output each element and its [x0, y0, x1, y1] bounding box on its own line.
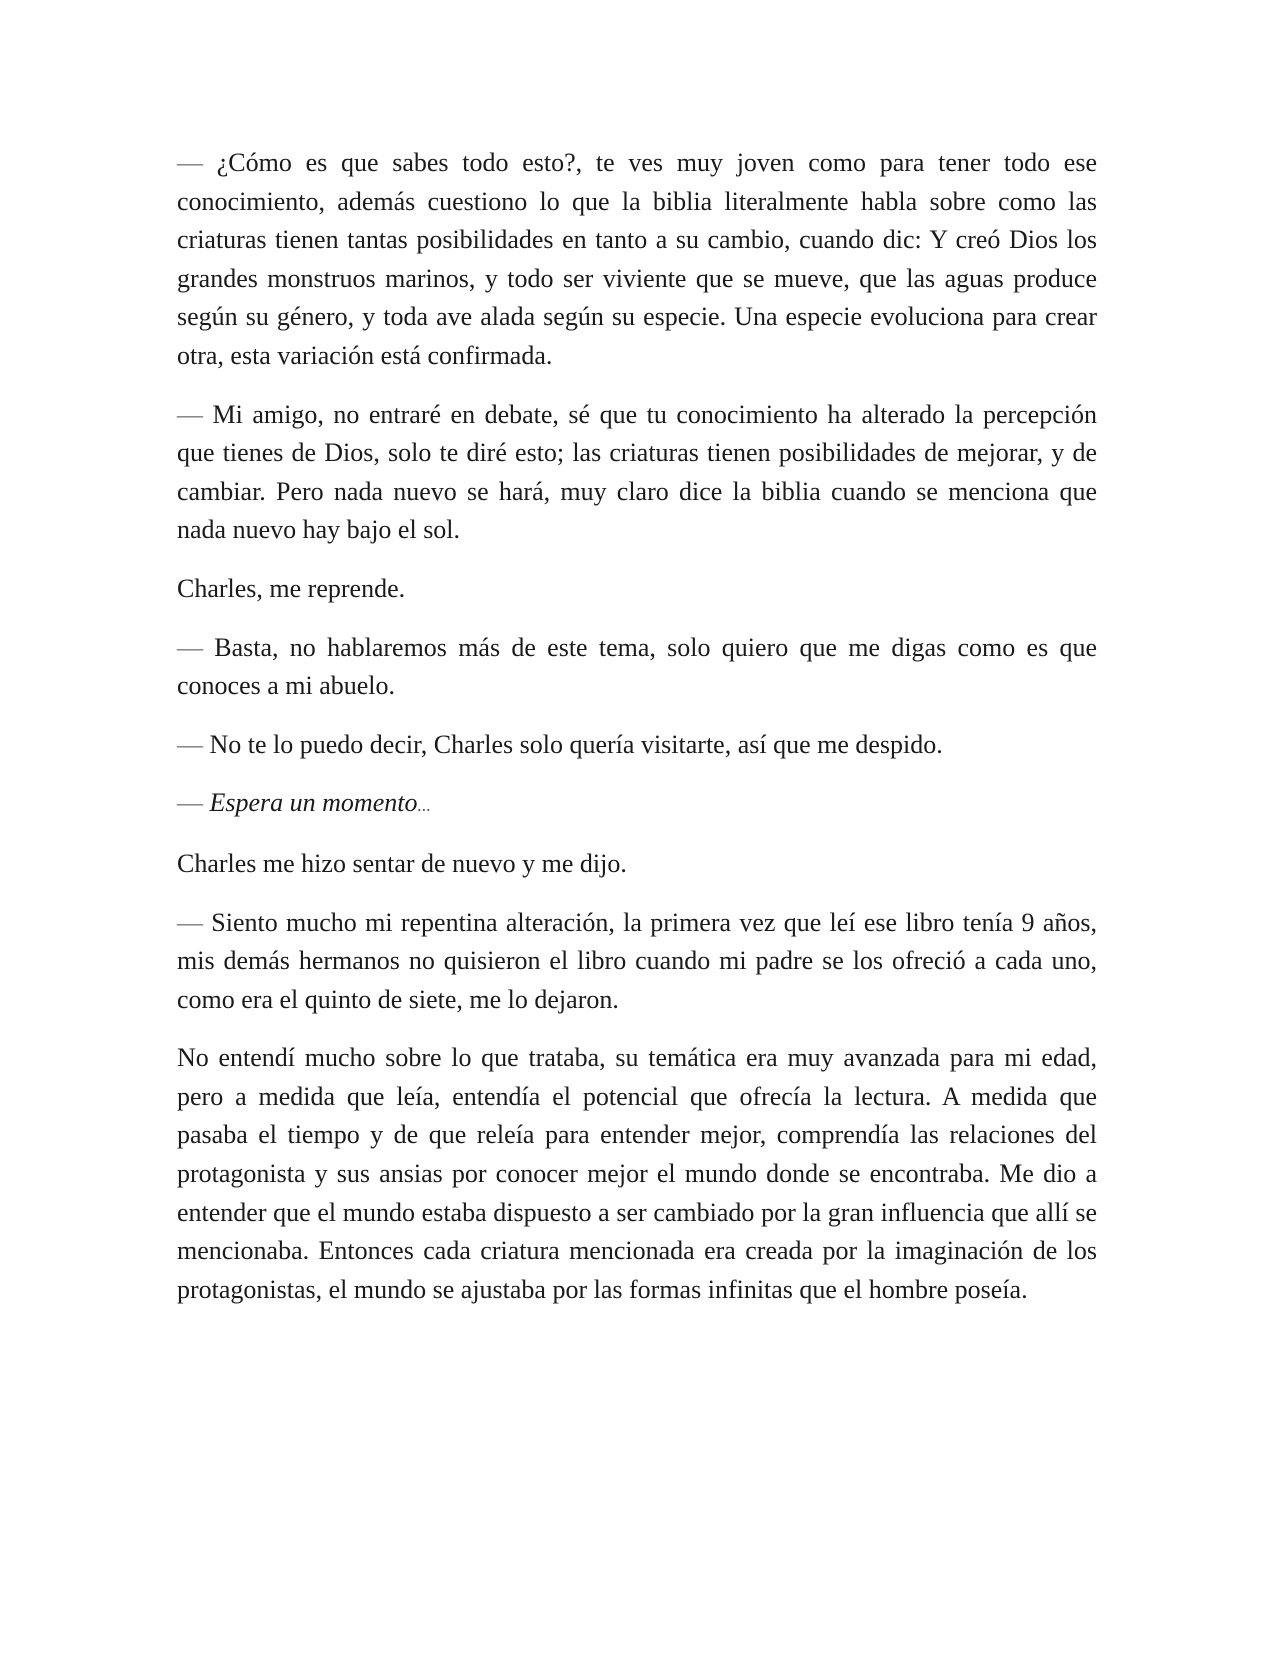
- paragraph-text: No entendí mucho sobre lo que trataba, su temática era muy avanzada para mi edad, pero a medida que leía, entendía el potencial que ofrecía la lectura. A medida que pasaba el tiempo y de que releía para entender mejor, comprendía las relaciones del protagonista y sus ansias por conocer mejor el mundo donde se encontraba. Me dio a entender que el mundo estaba dispuesto a ser cambiado por la gran influencia que allí se mencionaba. Entonces cada criatura mencionada era creada por la imaginación de los protagonistas, el mundo se ajustaba por las formas infinitas que el hombre poseía.: [177, 1043, 1097, 1304]
- paragraph-text: ¿Cómo es que sabes todo esto?, te ves muy joven como para tener todo ese conocimiento, además cuestiono lo que la biblia literalmente habla sobre como las criaturas tienen tantas posibilidades en tanto a su cambio, cuando dic: Y creó Dios los grandes monstruos marinos, y todo ser viviente que se mueve, que las aguas produce según su género, y toda ave alada según su especie. Una especie evoluciona para crear otra, esta variación está confirmada.: [177, 148, 1097, 370]
- paragraph-text: No te lo puedo decir, Charles solo quería visitarte, así que me despido.: [203, 729, 943, 759]
- text-body: [177, 144, 1097, 1329]
- paragraph-text: Charles me hizo sentar de nuevo y me dijo.: [177, 848, 627, 878]
- dialogue-dash: —: [177, 788, 203, 818]
- paragraph-1: [177, 144, 1097, 376]
- paragraph-5: [177, 726, 1097, 765]
- dialogue-dash: —: [177, 729, 203, 759]
- ellipsis: ...: [417, 795, 431, 816]
- dialogue-dash: —: [177, 907, 203, 937]
- paragraph-4: [177, 629, 1097, 706]
- paragraph-2: [177, 396, 1097, 550]
- dialogue-dash: —: [177, 399, 203, 429]
- paragraph-text: Charles, me reprende.: [177, 573, 406, 603]
- paragraph-text: Mi amigo, no entraré en debate, sé que tu conocimiento ha alterado la percepción que tienes de Dios, solo te diré esto; las criaturas tienen posibilidades de mejorar, y de cambiar. Pero nada nuevo se hará, muy claro dice la biblia cuando se menciona que nada nuevo hay bajo el sol.: [177, 399, 1097, 545]
- paragraph-9: [177, 1039, 1097, 1309]
- paragraph-6: [177, 784, 1097, 825]
- paragraph-text-italic: Espera un momento: [203, 788, 418, 818]
- paragraph-3: [177, 570, 1097, 609]
- paragraph-8: [177, 904, 1097, 1020]
- paragraph-7: [177, 845, 1097, 884]
- paragraph-text: Basta, no hablaremos más de este tema, solo quiero que me digas como es que conoces a mi abuelo.: [177, 632, 1097, 701]
- dialogue-dash: —: [177, 148, 203, 177]
- paragraph-text: Siento mucho mi repentina alteración, la primera vez que leí ese libro tenía 9 años, mis demás hermanos no quisieron el libro cuando mi padre se los ofreció a cada uno, como era el quinto de siete, me lo dejaron.: [177, 907, 1097, 1014]
- dialogue-dash: —: [177, 632, 203, 662]
